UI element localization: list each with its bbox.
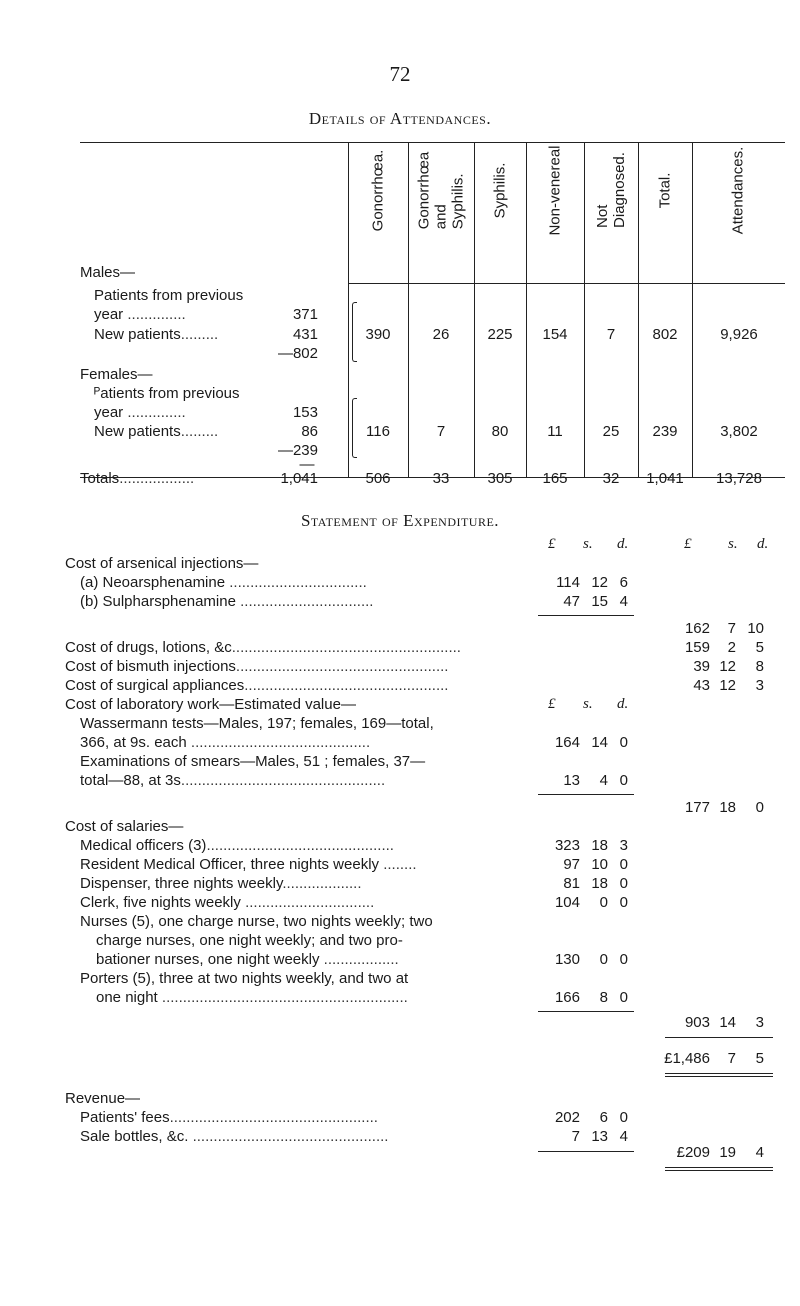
nurse-pence: 0 [619, 951, 628, 968]
totals-rule-mark: — [299, 456, 315, 473]
smear-label-1: Examinations of smears—Males, 51 ; females, 37— [80, 753, 426, 770]
lab-total-pounds: 177 [684, 799, 710, 816]
col-header-not-diagnosed: Not Diagnosed. [594, 152, 629, 228]
female-syphilis: 80 [491, 423, 509, 440]
port-shillings: 8 [599, 989, 608, 1006]
res-shillings: 10 [591, 856, 608, 873]
smear-label-2: total—88, at 3s................................................. [80, 772, 386, 789]
drugs-label: Cost of drugs, lotions, &c....................................................... [65, 639, 461, 656]
lab-total-pence: 0 [755, 799, 764, 816]
revenue-double-rule-2 [665, 1170, 773, 1171]
header-rule [348, 283, 785, 284]
res-pounds: 97 [563, 856, 580, 873]
females-prev-year: year .............. [94, 404, 186, 421]
male-not-diagnosed: 7 [606, 326, 616, 343]
grand-total-shillings: 7 [727, 1050, 736, 1067]
hdr-d-1: d. [617, 536, 629, 552]
sale-label: Sale bottles, &c. ............................................... [80, 1128, 389, 1145]
sulph-pence: 4 [619, 593, 628, 610]
grand-double-rule-2 [665, 1076, 773, 1077]
port-pounds: 166 [554, 989, 580, 1006]
females-new-label: New patients......... [94, 423, 219, 440]
salaries-label: Cost of salaries— [65, 818, 184, 835]
revenue-total-pence: 4 [755, 1144, 764, 1161]
clerk-label: Clerk, five nights weekly ............................... [80, 894, 375, 911]
male-syphilis: 225 [487, 326, 513, 343]
col-header-gonorrhoea: Gonorrhœa. [369, 149, 387, 231]
males-prev-value: 371 [292, 306, 318, 323]
bismuth-shillings: 12 [719, 658, 736, 675]
med-pounds: 323 [554, 837, 580, 854]
females-prev-value: 153 [292, 404, 318, 421]
clerk-pence: 0 [619, 894, 628, 911]
port-label-1: Porters (5), three at two nights weekly, and two at [80, 970, 409, 987]
males-prev-year: year .............. [94, 306, 186, 323]
page-number: 72 [389, 62, 411, 86]
arsenical-total-shillings: 7 [727, 620, 736, 637]
disp-pence: 0 [619, 875, 628, 892]
female-not-diagnosed: 25 [602, 423, 620, 440]
nurse-label-2: charge nurses, one night weekly; and two pro- [96, 932, 403, 949]
arsenical-label: Cost of arsenical injections— [65, 555, 259, 572]
neo-shillings: 12 [591, 574, 608, 591]
nurse-pounds: 130 [554, 951, 580, 968]
bismuth-pounds: 39 [693, 658, 710, 675]
clerk-shillings: 0 [599, 894, 608, 911]
surgical-shillings: 12 [719, 677, 736, 694]
salaries-total-shillings: 14 [719, 1014, 736, 1031]
arsenical-total-pounds: 162 [684, 620, 710, 637]
fees-label: Patients' fees.................................................. [80, 1109, 378, 1126]
total-attendances: 13,728 [716, 470, 762, 487]
male-attendances: 9,926 [720, 326, 758, 343]
total-syphilis: 305 [487, 470, 513, 487]
smear-pence: 0 [619, 772, 628, 789]
sulph-label: (b) Sulpharsphenamine ................................ [80, 593, 374, 610]
nurse-shillings: 0 [599, 951, 608, 968]
sale-pence: 4 [619, 1128, 628, 1145]
female-attendances: 3,802 [720, 423, 758, 440]
salaries-total-pounds: 903 [684, 1014, 710, 1031]
smear-pounds: 13 [563, 772, 580, 789]
disp-shillings: 18 [591, 875, 608, 892]
revenue-label: Revenue— [65, 1090, 141, 1107]
smear-shillings: 4 [599, 772, 608, 789]
arsenical-rule [538, 615, 634, 616]
sulph-shillings: 15 [591, 593, 608, 610]
nurse-label-1: Nurses (5), one charge nurse, two nights weekly; two [80, 913, 433, 930]
neo-pence: 6 [619, 574, 628, 591]
hdr-d-3: d. [617, 696, 629, 712]
hdr-s-2: s. [728, 536, 738, 552]
females-new-value: 86 [301, 423, 318, 440]
fees-shillings: 6 [599, 1109, 608, 1126]
male-total: 802 [652, 326, 678, 343]
col-header-non-venereal: Non-venereal [546, 144, 564, 236]
male-gon-syph: 26 [432, 326, 450, 343]
lab-total-shillings: 18 [719, 799, 736, 816]
males-new-label: New patients......... [94, 326, 219, 343]
males-prev-label: Patients from previous [94, 287, 244, 304]
disp-label: Dispenser, three nights weekly................... [80, 875, 362, 892]
neo-label: (a) Neoarsphenamine ................................. [80, 574, 367, 591]
revenue-total-pounds: £209 [676, 1144, 710, 1161]
nurse-label-3: bationer nurses, one night weekly .................. [96, 951, 399, 968]
drugs-pounds: 159 [684, 639, 710, 656]
col-header-gonorrhoea-syphilis: Gonorrhœa and Syphilis. [415, 151, 467, 229]
expenditure-title: Statement of Expenditure. [300, 511, 500, 530]
male-non-venereal: 154 [542, 326, 568, 343]
grand-double-rule-1 [665, 1073, 773, 1074]
sulph-pounds: 47 [563, 593, 580, 610]
total-gonorrhoea: 506 [365, 470, 391, 487]
lab-rule [538, 794, 634, 795]
wass-pounds: 164 [554, 734, 580, 751]
totals-value: 1,041 [280, 470, 318, 487]
totals-label: Totals.................. [80, 470, 195, 487]
med-label: Medical officers (3)............................................. [80, 837, 394, 854]
hdr-pound-3: £ [548, 696, 556, 712]
neo-pounds: 114 [556, 574, 580, 591]
females-subtotal: —239 [277, 442, 318, 459]
total-non-venereal: 165 [542, 470, 568, 487]
revenue-rule [538, 1151, 634, 1152]
col-header-total: Total. [656, 172, 674, 208]
bismuth-label: Cost of bismuth injections................................................... [65, 658, 449, 675]
total-not-diagnosed: 32 [602, 470, 620, 487]
grand-total-pence: 5 [755, 1050, 764, 1067]
revenue-total-shillings: 19 [719, 1144, 736, 1161]
grand-total-pounds: £1,486 [664, 1050, 710, 1067]
arsenical-total-pence: 10 [747, 620, 764, 637]
males-subtotal: —802 [277, 345, 318, 362]
salaries-rule [538, 1011, 634, 1012]
drugs-shillings: 2 [727, 639, 736, 656]
female-gonorrhoea: 116 [366, 423, 390, 440]
females-label: Females— [80, 366, 153, 383]
males-new-value: 431 [292, 326, 318, 343]
res-pence: 0 [619, 856, 628, 873]
surgical-label: Cost of surgical appliances................................................. [65, 677, 449, 694]
females-prev-label: ᴾatients from previous [94, 385, 240, 402]
sale-pounds: 7 [571, 1128, 580, 1145]
male-gonorrhoea: 390 [365, 326, 391, 343]
female-non-venereal: 11 [547, 423, 563, 440]
col-header-syphilis: Syphilis. [491, 162, 509, 218]
hdr-pound-1: £ [548, 536, 556, 552]
port-label-2: one night ........................................................... [96, 989, 408, 1006]
hdr-s-3: s. [583, 696, 593, 712]
salaries-total-pence: 3 [755, 1014, 764, 1031]
port-pence: 0 [619, 989, 628, 1006]
hdr-pound-2: £ [684, 536, 692, 552]
med-pence: 3 [619, 837, 628, 854]
drugs-pence: 5 [755, 639, 764, 656]
clerk-pounds: 104 [554, 894, 580, 911]
sale-shillings: 13 [591, 1128, 608, 1145]
total-gon-syph: 33 [432, 470, 450, 487]
female-total: 239 [652, 423, 678, 440]
female-gon-syph: 7 [436, 423, 446, 440]
fees-pounds: 202 [554, 1109, 580, 1126]
attendances-title: Details of Attendances. [308, 109, 492, 128]
hdr-s-1: s. [583, 536, 593, 552]
grand-rule [665, 1037, 773, 1038]
wass-pence: 0 [619, 734, 628, 751]
hdr-d-2: d. [757, 536, 769, 552]
surgical-pounds: 43 [693, 677, 710, 694]
total-total: 1,041 [646, 470, 684, 487]
wass-shillings: 14 [591, 734, 608, 751]
wass-label-2: 366, at 9s. each ........................................... [80, 734, 371, 751]
bismuth-pence: 8 [755, 658, 764, 675]
wass-label-1: Wassermann tests—Males, 197; females, 169—total, [80, 715, 434, 732]
disp-pounds: 81 [563, 875, 580, 892]
res-label: Resident Medical Officer, three nights weekly ........ [80, 856, 417, 873]
col-header-attendances: Attendances. [729, 146, 747, 234]
fees-pence: 0 [619, 1109, 628, 1126]
revenue-double-rule-1 [665, 1167, 773, 1168]
med-shillings: 18 [591, 837, 608, 854]
surgical-pence: 3 [755, 677, 764, 694]
males-label: Males— [80, 264, 136, 281]
lab-label: Cost of laboratory work—Estimated value— [65, 696, 356, 713]
